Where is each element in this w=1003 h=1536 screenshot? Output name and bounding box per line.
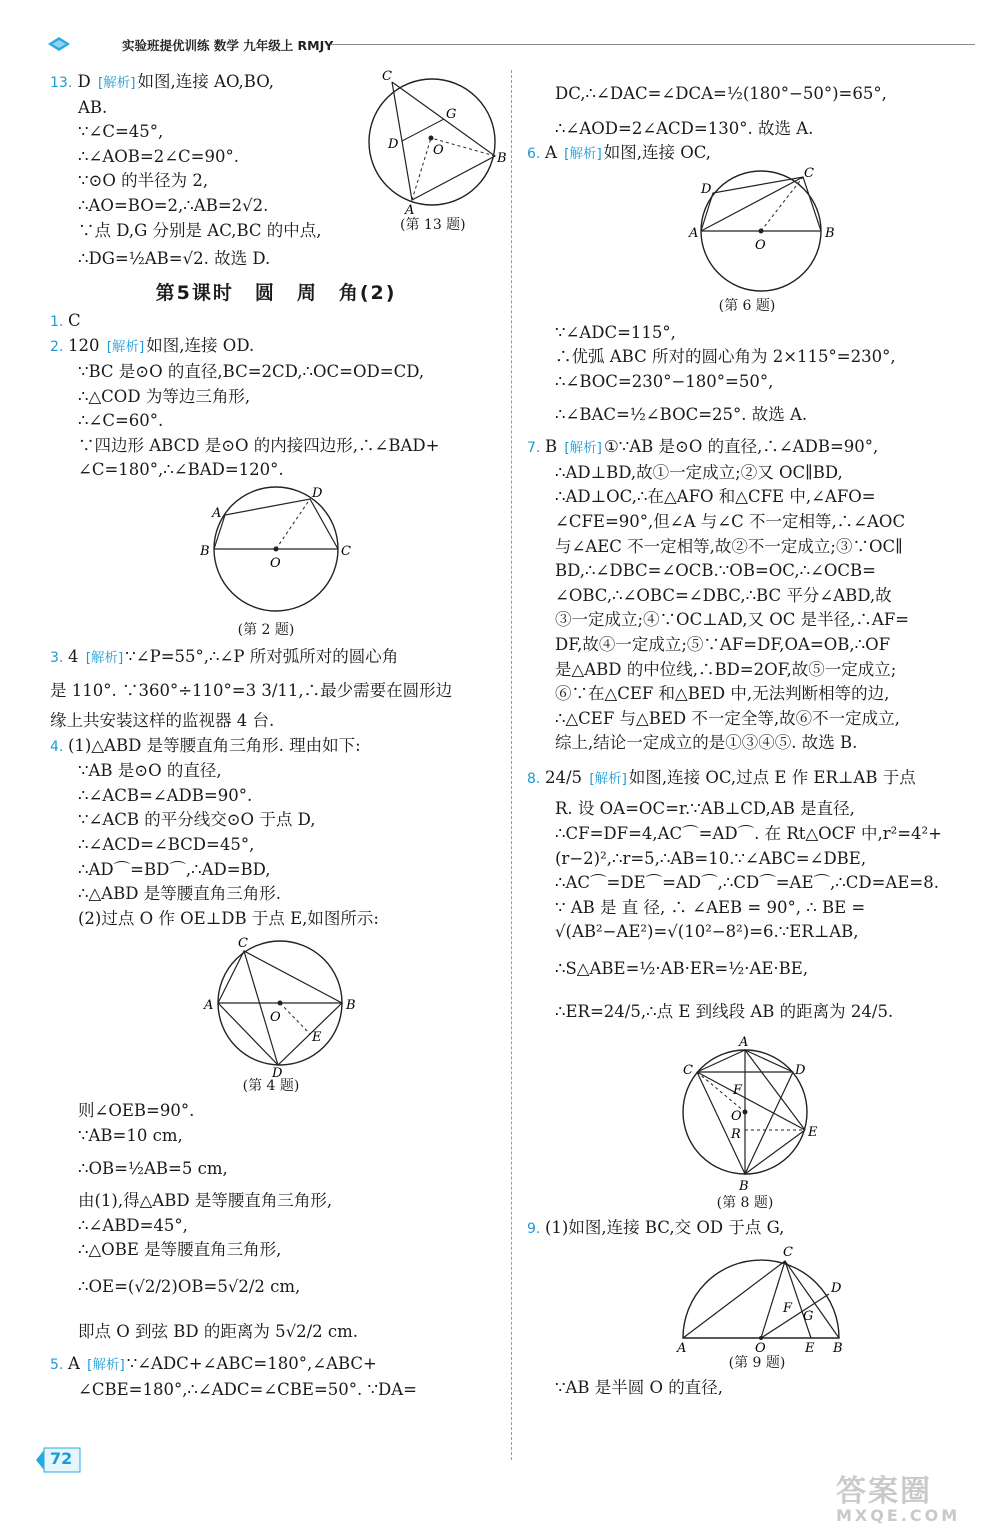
watermark <box>836 1466 960 1525</box>
q4-line: (2)过点 O 作 OE⊥DB 于点 E,如图所示: <box>78 908 379 928</box>
q8-analysis-tag: [解析] <box>589 770 627 787</box>
q4-line: ∴∠ACD=∠BCD=45°, <box>78 835 255 855</box>
svg-text:O: O <box>270 555 281 571</box>
q8-line: ∴ER=24/5,∴点 E 到线段 AB 的距离为 24/5. <box>555 1001 894 1021</box>
q4-line: ∴△OBE 是等腰直角三角形, <box>78 1240 282 1260</box>
q13-answer: D <box>77 72 91 91</box>
q13-line: ∵点 D,G 分别是 AC,BC 的中点, <box>78 220 322 240</box>
q5-continued-line: DC,∴∠DAC=∠DCA=½(180°−50°)=65°, <box>555 84 887 103</box>
q7-line: ∠OBC,∴∠OBC=∠DBC,∴BC 平分∠ABD,故 <box>555 585 892 605</box>
column-divider <box>511 70 512 1460</box>
q13-line: AB. <box>78 97 108 117</box>
q4-line: 即点 O 到弦 BD 的距离为 5√2/2 cm. <box>78 1321 359 1341</box>
figure-13-circle <box>362 69 507 230</box>
q4-number: 4. <box>50 738 64 755</box>
q2-line: ∠C=180°,∴∠BAD=120°. <box>78 460 284 480</box>
svg-text:D: D <box>388 137 399 152</box>
svg-text:A: A <box>677 1340 687 1356</box>
figure-2-circle <box>198 483 358 621</box>
q6-analysis-tag: [解析] <box>564 146 602 163</box>
q5-analysis-tag: [解析] <box>87 1357 125 1374</box>
q8-line: ∴S△ABE=½·AB·ER=½·AE·BE, <box>555 959 809 979</box>
q1-answer: C <box>68 310 81 330</box>
q1-number: 1. <box>50 313 64 330</box>
q13-line: 如图,连接 AO,BO, <box>137 72 274 91</box>
q2-line: ∴∠C=60°. <box>78 411 164 431</box>
q5-answer: A <box>68 1354 80 1374</box>
svg-text:A: A <box>689 225 699 241</box>
q7-line: ∴AD⊥BD,故①一定成立;②又 OC∥BD, <box>555 462 843 482</box>
q8-line: ∵ AB 是 直 径, ∴ ∠AEB = 90°, ∴ BE = <box>555 897 866 917</box>
watermark-title: 答案圈 <box>836 1474 932 1509</box>
figure-8 <box>527 1024 977 1212</box>
q4-line: ∵AB=10 cm, <box>78 1126 183 1146</box>
q2-line: 如图,连接 OD. <box>146 336 255 356</box>
q6-line: 如图,连接 OC, <box>603 143 712 163</box>
q13-line: ∴DG=½AB=√2. 故选 D. <box>78 249 271 269</box>
page-header <box>40 34 975 56</box>
q4-line: ∴△ABD 是等腰直角三角形. <box>78 884 281 904</box>
svg-text:O: O <box>755 1340 766 1356</box>
header-rule <box>330 44 975 45</box>
q4-line: ∵AB 是⊙O 的直径, <box>78 761 222 781</box>
q9-line: ∵AB 是半圆 O 的直径, <box>555 1377 724 1397</box>
q8-line: ∴CF=DF=4,AC⌒=AD⌒. 在 Rt△OCF 中,r²=4²+ <box>555 824 942 844</box>
right-column <box>527 70 977 1400</box>
q7-line: ①∵AB 是⊙O 的直径,∴∠ADB=90°, <box>603 437 879 457</box>
section-title: 第5课时 圆 周 角(2) <box>155 281 397 304</box>
q9-line: (1)如图,连接 BC,交 OD 于点 G, <box>545 1218 785 1238</box>
q8-line: √(AB²−AE²)=√(10²−8²)=6.∵ER⊥AB, <box>555 922 859 942</box>
q6-caption: (第 6 题) <box>718 297 776 314</box>
q2-line: ∵BC 是⊙O 的直径,BC=2CD,∴OC=OD=CD, <box>78 361 425 381</box>
svg-text:D: D <box>831 1280 842 1296</box>
svg-text:B: B <box>833 1340 843 1356</box>
q7-line: 与∠AEC 不一定相等,故②不一定成立;③∵OC∥ <box>555 536 903 556</box>
svg-text:B: B <box>346 998 356 1014</box>
figure-4-circle <box>204 931 364 1082</box>
q4-line: ∴∠ABD=45°, <box>78 1215 188 1235</box>
svg-text:C: C <box>238 936 248 952</box>
q6-number: 6. <box>527 146 541 163</box>
q8-line: R. 设 OA=OC=r.∵AB⊥CD,AB 是直径, <box>555 799 855 819</box>
q13-line: ∵∠C=45°, <box>78 122 164 142</box>
q5-continued-line: ∴∠AOD=2∠ACD=130°. 故选 A. <box>555 118 814 138</box>
q3-line: ∵∠P=55°,∴∠P 所对弧所对的圆心角 <box>125 646 399 666</box>
svg-text:C: C <box>783 1244 793 1260</box>
q2-caption: (第 2 题) <box>237 621 295 638</box>
q13-line: ∴∠AOB=2∠C=90°. <box>78 146 239 166</box>
q5-line: ∠CBE=180°,∴∠ADC=∠CBE=50°. ∵DA= <box>78 1379 417 1399</box>
q4-line: 由(1),得△ABD 是等腰直角三角形, <box>78 1191 333 1211</box>
q2-number: 2. <box>50 339 64 356</box>
figure-8-circle <box>677 1024 827 1194</box>
svg-text:G: G <box>803 1308 814 1324</box>
q13-number: 13. <box>50 75 73 91</box>
q6-line: ∴优弧 ABC 所对的圆心角为 2×115°=230°, <box>555 347 896 367</box>
figure-4 <box>50 931 502 1095</box>
svg-text:D: D <box>795 1063 806 1079</box>
svg-text:O: O <box>731 1109 742 1125</box>
svg-text:R: R <box>731 1127 741 1143</box>
svg-text:O: O <box>755 237 766 253</box>
q8-caption: (第 8 题) <box>716 1195 774 1212</box>
svg-text:E: E <box>808 1125 818 1141</box>
book-logo-icon <box>46 35 72 53</box>
svg-text:D: D <box>701 181 712 197</box>
svg-text:B: B <box>739 1179 749 1195</box>
q13-line: ∵⊙O 的半径为 2, <box>78 171 209 191</box>
q7-answer: B <box>545 437 558 457</box>
q3-line: 缘上共安装这样的监视器 4 台. <box>50 711 275 731</box>
q7-line: ∴△CEF 与△BED 不一定全等,故⑥不一定成立, <box>555 708 900 728</box>
q4-line: ∴OE=(√2/2)OB=5√2/2 cm, <box>78 1277 301 1296</box>
q2-line: ∴△COD 为等边三角形, <box>78 386 251 406</box>
q7-line: BD,∴∠DBC=∠OCB.∵OB=OC,∴∠OCB= <box>555 561 877 581</box>
svg-text:D: D <box>312 485 323 501</box>
q4-caption: (第 4 题) <box>242 1078 300 1095</box>
q8-line: ∴AC⌒=DE⌒=AD⌒,∴CD⌒=AE⌒,∴CD=AE=8. <box>555 873 939 893</box>
svg-text:A: A <box>739 1035 749 1051</box>
q8-line: 如图,连接 OC,过点 E 作 ER⊥AB 于点 <box>628 767 916 787</box>
q7-line: ∴AD⊥OC,∴在△AFO 和△CFE 中,∠AFO= <box>555 487 876 507</box>
page-number: 72 <box>50 1449 73 1468</box>
svg-text:O: O <box>433 143 444 158</box>
q13-analysis-tag: [解析] <box>98 75 136 91</box>
figure-6 <box>527 167 977 315</box>
q2-analysis-tag: [解析] <box>106 339 145 356</box>
svg-text:O: O <box>270 1010 281 1026</box>
q9-number: 9. <box>527 1221 541 1238</box>
q6-line: ∴∠BAC=½∠BOC=25°. 故选 A. <box>555 404 808 424</box>
figure-2 <box>50 483 502 639</box>
q7-line: ∠CFE=90°,但∠A 与∠C 不一定相等,∴∠AOC <box>555 511 906 531</box>
q2-answer: 120 <box>68 336 100 356</box>
figure-9 <box>527 1242 977 1372</box>
q7-line: 综上,结论一定成立的是①③④⑤. 故选 B. <box>555 733 858 753</box>
q8-number: 8. <box>527 770 541 787</box>
svg-text:D: D <box>272 1066 283 1082</box>
q7-line: 是△ABD 的中位线,∴BD=2OF,故⑤一定成立; <box>555 659 897 679</box>
q3-analysis-tag: [解析] <box>85 649 124 666</box>
q5-number: 5. <box>50 1357 64 1374</box>
q7-line: DF,故④一定成立;⑤∵AF=DF,OA=OB,∴OF <box>555 634 891 654</box>
left-column <box>50 69 507 1402</box>
svg-text:E: E <box>805 1340 815 1356</box>
q2-line: ∵四边形 ABCD 是⊙O 的内接四边形,∴∠BAD+ <box>78 435 440 455</box>
q9-caption: (第 9 题) <box>728 1354 786 1371</box>
q13-caption: (第 13 题) <box>400 217 466 233</box>
svg-text:A: A <box>212 505 222 521</box>
svg-text:C: C <box>683 1063 693 1079</box>
q3-line: 是 110°. ∵360°÷110°=3 3/11,∴最少需要在圆形边 <box>50 680 453 700</box>
q3-number: 3. <box>50 649 64 666</box>
svg-text:C: C <box>804 165 814 181</box>
watermark-url: MXQE.COM <box>836 1506 961 1525</box>
q6-line: ∴∠BOC=230°−180°=50°, <box>555 371 774 391</box>
svg-text:F: F <box>783 1300 793 1316</box>
figure-6-circle <box>687 167 847 297</box>
q7-line: ⑥∵在△CEF 和△BED 中,无法判断相等的边, <box>555 684 890 704</box>
header-title: 实验班提优训练 数学 九年级上 RMJY <box>122 38 334 53</box>
q3-answer: 4 <box>68 646 79 666</box>
q13-line: ∴AO=BO=2,∴AB=2√2. <box>78 195 269 215</box>
q5-line: ∵∠ADC+∠ABC=180°,∠ABC+ <box>126 1354 377 1374</box>
q7-analysis-tag: [解析] <box>564 440 602 457</box>
q4-line: (1)△ABD 是等腰直角三角形. 理由如下: <box>68 735 361 755</box>
q4-line: ∴AD⌒=BD⌒,∴AD=BD, <box>78 859 271 879</box>
svg-text:A: A <box>204 998 214 1014</box>
q4-line: 则∠OEB=90°. <box>78 1101 195 1121</box>
svg-text:A: A <box>405 203 415 218</box>
page-number-badge <box>36 1446 86 1474</box>
q7-line: ③一定成立;④∵OC⊥AD,又 OC 是半径,∴AF= <box>555 610 910 630</box>
figure-9-semicircle <box>673 1242 853 1354</box>
q4-line: ∴OB=½AB=5 cm, <box>78 1158 228 1178</box>
svg-text:C: C <box>341 543 351 559</box>
svg-text:B: B <box>200 543 210 559</box>
q6-line: ∵∠ADC=115°, <box>555 322 676 342</box>
question-13 <box>50 69 507 272</box>
svg-text:G: G <box>446 107 457 122</box>
svg-text:B: B <box>825 225 835 241</box>
q8-answer: 24/5 <box>545 767 583 787</box>
q6-answer: A <box>545 143 557 163</box>
q8-line: (r−2)²,∴r=5,∴AB=10.∵∠ABC=∠DBE, <box>555 848 867 868</box>
svg-text:B: B <box>497 151 507 166</box>
svg-text:F: F <box>733 1083 743 1099</box>
svg-text:E: E <box>312 1030 322 1046</box>
svg-text:C: C <box>382 69 392 84</box>
q4-line: ∵∠ACB 的平分线交⊙O 于点 D, <box>78 810 316 830</box>
q7-number: 7. <box>527 440 541 457</box>
q4-line: ∴∠ACB=∠ADB=90°. <box>78 785 253 805</box>
